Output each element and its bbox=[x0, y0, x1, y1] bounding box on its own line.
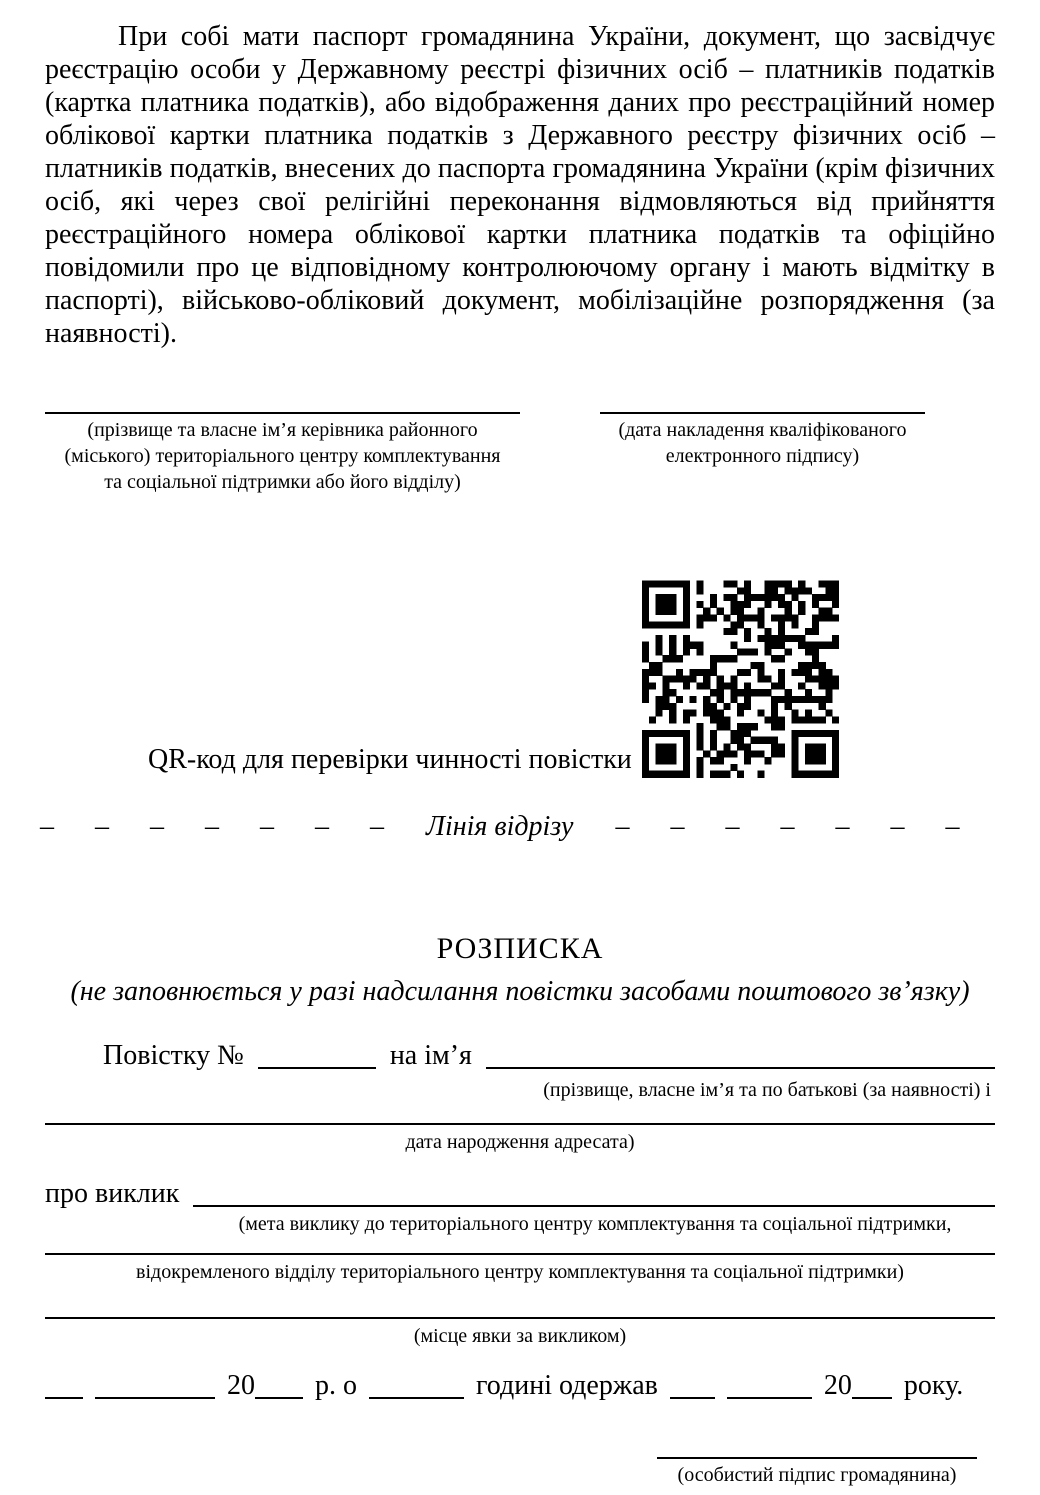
summon-purpose-caption: (мета виклику до територіального центру комплектування та соціальної підтримки, bbox=[238, 1213, 952, 1235]
intro-paragraph: При собі мати паспорт громадянина України, документ, що засвідчує реєстрацію особи у Державному реєстрі фізичних осіб – платників податків (картка платника податків), або відображення даних про реєстраційний номер облікової картки платника податків з Державного реєстру фізичних осіб – платників податків, внесених до паспорта громадянина України (крім фізичних осіб, які через свої релігійні переконання відмовляються від прийняття реєстраційного номера облікової картки платника податків та офіційно повідомили про це відповідному контролюючому органу і мають відмітку в паспорті), військово-обліковий документ, мобілізаційне розпорядження (за наявності). bbox=[45, 21, 995, 349]
signature-block bbox=[45, 412, 995, 495]
venue-caption: (місце явки за викликом) bbox=[413, 1325, 627, 1347]
qr-code bbox=[642, 579, 839, 779]
commander-signature-caption bbox=[45, 417, 520, 495]
venue-line bbox=[45, 1317, 995, 1319]
year-group bbox=[227, 1369, 303, 1403]
received-label: годині одержав bbox=[476, 1370, 658, 1401]
receipt-title: РОЗПИСКА bbox=[436, 932, 604, 965]
hour-blank bbox=[369, 1397, 464, 1399]
cut-line-dashes-left: – – – – – – – bbox=[40, 811, 384, 842]
year-blank bbox=[255, 1397, 303, 1399]
addressee-name-blank bbox=[486, 1067, 995, 1069]
year-century-prefix: 20 bbox=[227, 1370, 255, 1401]
summons-number-label: Повістку № bbox=[103, 1040, 244, 1071]
received-year-century-prefix: 20 bbox=[823, 1370, 852, 1401]
qr-section bbox=[45, 579, 995, 779]
tcc-branch-caption: відокремленого відділу територіального центру комплектування та соціальної підтримки) bbox=[136, 1261, 904, 1283]
birthdate-caption: дата народження адресата) bbox=[405, 1131, 635, 1153]
commander-caption-line-1: (прізвище та власне ім’я керівника районного bbox=[87, 419, 478, 441]
year-word: року. bbox=[903, 1370, 964, 1401]
commander-signature-line bbox=[45, 412, 520, 414]
cut-line-dashes-right: – – – – – – – bbox=[615, 811, 960, 842]
received-year-blank bbox=[852, 1397, 892, 1399]
birthdate-line bbox=[45, 1123, 995, 1125]
esign-caption-line-2: електронного підпису) bbox=[665, 445, 860, 467]
citizen-signature-line bbox=[657, 1457, 977, 1459]
received-month-blank bbox=[727, 1397, 812, 1399]
year-hour-label: р. о bbox=[315, 1370, 357, 1401]
cut-line-label: Лінія відрізу bbox=[426, 811, 574, 842]
summons-number-blank bbox=[258, 1067, 376, 1069]
summon-purpose-blank bbox=[193, 1205, 995, 1207]
summon-purpose-label: про виклик bbox=[45, 1178, 180, 1209]
month-blank bbox=[95, 1397, 215, 1399]
received-year-group bbox=[824, 1369, 892, 1403]
addressee-name-label: на ім’я bbox=[389, 1040, 472, 1071]
citizen-signature-caption: (особистий підпис громадянина) bbox=[677, 1464, 957, 1486]
received-day-blank bbox=[670, 1397, 715, 1399]
commander-caption-line-3: та соціальної підтримки або його відділу) bbox=[104, 471, 461, 493]
receipt-note: (не заповнюється у разі надсилання повістки засобами поштового зв’язку) bbox=[70, 976, 970, 1007]
qr-label: QR-код для перевірки чинності повістки bbox=[148, 744, 632, 775]
summons-number-line bbox=[45, 1039, 995, 1073]
summon-purpose-line bbox=[45, 1177, 995, 1211]
esign-date-caption bbox=[600, 417, 925, 469]
cut-line bbox=[40, 807, 995, 847]
commander-signature-block bbox=[45, 412, 520, 495]
esign-date-line bbox=[600, 412, 925, 414]
esign-caption-line-1: (дата накладення кваліфікованого bbox=[618, 419, 907, 441]
addressee-name-caption: (прізвище, власне ім’я та по батькові (за наявності) і bbox=[543, 1079, 991, 1101]
citizen-signature-block bbox=[657, 1457, 977, 1488]
tcc-branch-line bbox=[45, 1253, 995, 1255]
esign-date-block bbox=[600, 412, 925, 495]
day-blank bbox=[45, 1397, 83, 1399]
commander-caption-line-2: (міського) територіального центру комплектування bbox=[64, 445, 501, 467]
receipt-date-line bbox=[45, 1369, 995, 1403]
